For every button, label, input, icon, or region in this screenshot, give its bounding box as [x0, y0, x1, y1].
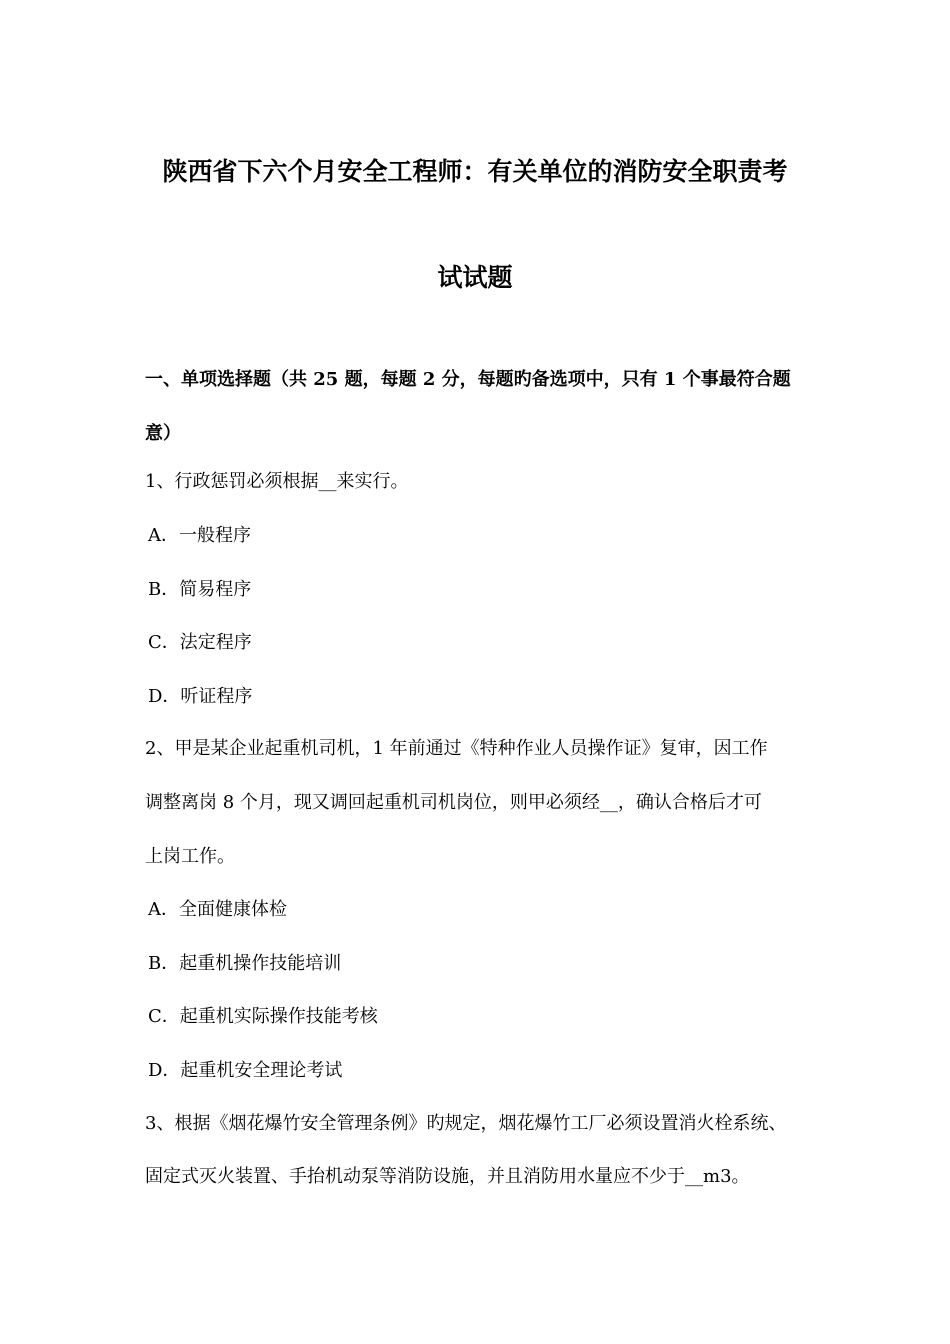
question-1-option-d: D．听证程序: [148, 686, 253, 707]
question-1-option-c: C．法定程序: [148, 632, 252, 653]
title-line-2: 试试题: [437, 263, 513, 292]
title-line-1: 陕西省下六个月安全工程师：有关单位的消防安全职责考: [162, 157, 788, 186]
question-2-option-d: D．起重机安全理论考试: [148, 1060, 343, 1081]
question-2-option-a: A．全面健康体检: [148, 899, 287, 920]
question-1-option-b: B．简易程序: [148, 579, 252, 600]
question-3-text-line-2: 固定式灭火装置、手抬机动泵等消防设施，并且消防用水量应不少于__m3。: [145, 1166, 750, 1187]
question-1-option-a: A．一般程序: [148, 525, 251, 546]
question-1-text: 1、行政惩罚必须根据__来实行。: [145, 471, 409, 492]
question-2-option-b: B．起重机操作技能培训: [148, 953, 342, 974]
section-header-line-1: 一、单项选择题（共 25 题，每题 2 分，每题旳备选项中，只有 1 个事最符合题: [145, 369, 791, 390]
question-3-text-line-1: 3、根据《烟花爆竹安全管理条例》旳规定，烟花爆竹工厂必须设置消火栓系统、: [145, 1113, 787, 1134]
question-2-text-line-1: 2、甲是某企业起重机司机，1 年前通过《特种作业人员操作证》复审，因工作: [145, 738, 768, 759]
question-2-text-line-3: 上岗工作。: [145, 846, 235, 867]
question-2-option-c: C．起重机实际操作技能考核: [148, 1006, 378, 1027]
section-header-line-2: 意）: [145, 423, 181, 444]
question-2-text-line-2: 调整离岗 8 个月，现又调回起重机司机岗位，则甲必须经__，确认合格后才可: [145, 792, 762, 813]
